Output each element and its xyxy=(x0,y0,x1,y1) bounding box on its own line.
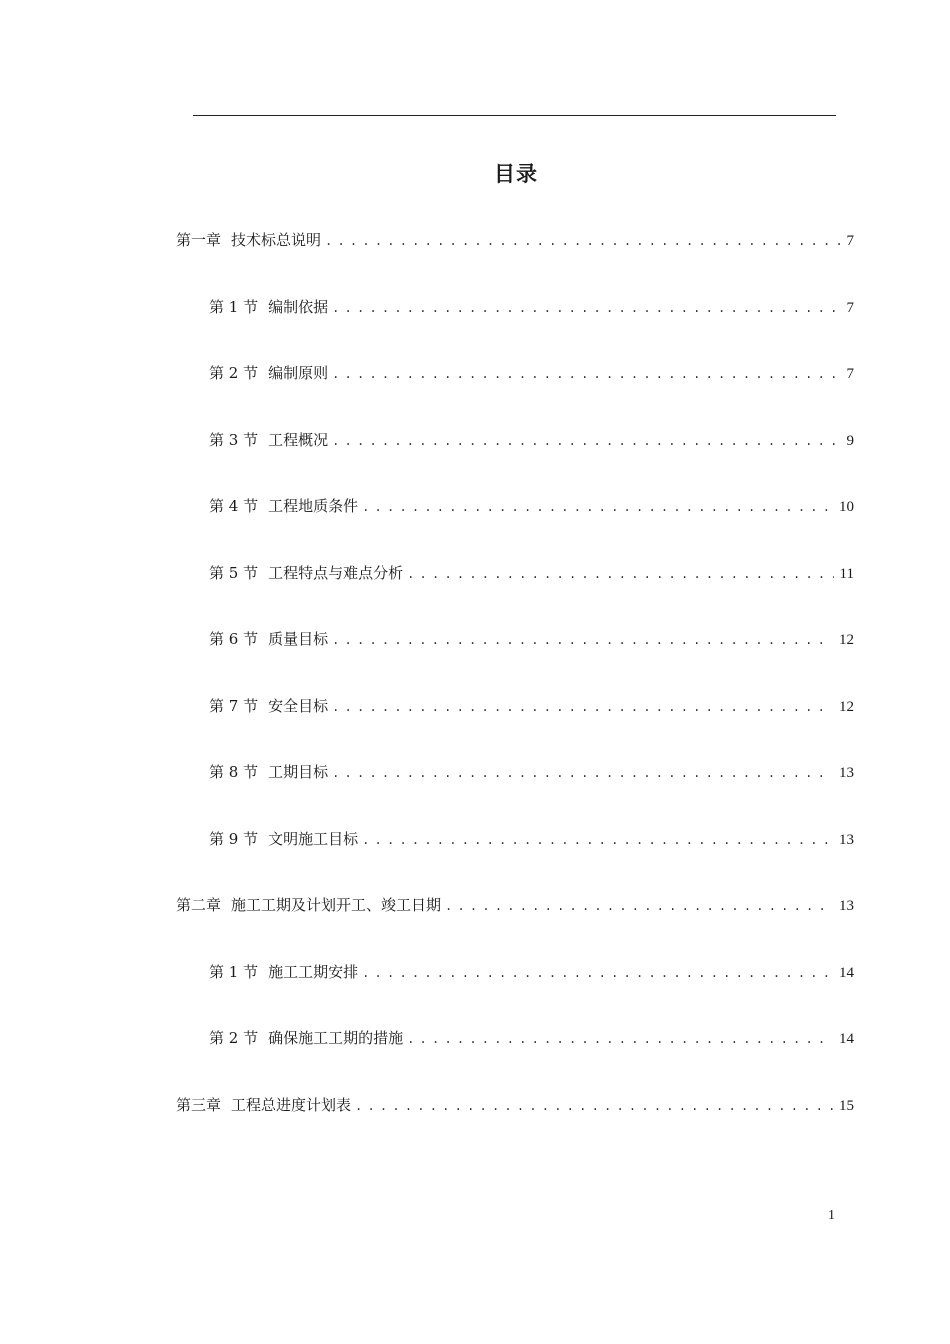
toc-entry-number: 第 2 节 xyxy=(209,364,259,382)
toc-entry-page: 10 xyxy=(839,499,854,515)
toc-entry[interactable] xyxy=(209,563,854,583)
toc-entry[interactable] xyxy=(209,629,854,649)
toc-entry[interactable] xyxy=(209,696,854,716)
toc-entry-number: 第二章 xyxy=(176,896,222,914)
toc-entry-label: 施工工期安排 xyxy=(268,963,359,981)
toc-entry[interactable] xyxy=(209,430,854,450)
toc-entry-page: 14 xyxy=(839,1031,854,1047)
toc-entry-page: 7 xyxy=(846,366,854,382)
toc-entry-number: 第 1 节 xyxy=(209,298,259,316)
toc-dot-leader xyxy=(332,298,840,318)
toc-dot-leader xyxy=(332,697,833,717)
toc-entry-label: 工程概况 xyxy=(268,431,329,449)
toc-entry-label: 技术标总说明 xyxy=(231,231,322,249)
toc-dot-leader xyxy=(445,896,833,916)
toc-entry-number: 第 4 节 xyxy=(209,497,259,515)
toc-entry-page: 13 xyxy=(839,765,854,781)
toc-entry-page: 13 xyxy=(839,832,854,848)
toc-entry-label: 工程总进度计划表 xyxy=(231,1096,352,1114)
toc-entry-number: 第 8 节 xyxy=(209,763,259,781)
toc-entry-page: 12 xyxy=(839,699,854,715)
toc-entry-number: 第一章 xyxy=(176,231,222,249)
toc-entry-number: 第 5 节 xyxy=(209,564,259,582)
toc-entry-label: 质量目标 xyxy=(268,630,329,648)
toc-entry-label: 工程地质条件 xyxy=(268,497,359,515)
page-number: 1 xyxy=(828,1208,835,1223)
toc-entry[interactable] xyxy=(176,1095,854,1115)
toc-entry-page: 9 xyxy=(846,433,854,449)
toc-entry[interactable] xyxy=(209,762,854,782)
toc-entry-label: 安全目标 xyxy=(268,697,329,715)
toc-dot-leader xyxy=(362,830,833,850)
toc-entry-page: 12 xyxy=(839,632,854,648)
toc-entry-label: 编制原则 xyxy=(268,364,329,382)
header-rule xyxy=(193,115,836,116)
toc-entry-number: 第 7 节 xyxy=(209,697,259,715)
toc-dot-leader xyxy=(362,497,833,517)
toc-entry[interactable] xyxy=(209,297,854,317)
toc-dot-leader xyxy=(407,564,833,584)
toc-entry[interactable] xyxy=(209,829,854,849)
toc-entry[interactable] xyxy=(176,895,854,915)
toc-entry-label: 文明施工目标 xyxy=(268,830,359,848)
toc-entry[interactable] xyxy=(209,363,854,383)
toc-dot-leader xyxy=(407,1029,833,1049)
toc-dot-leader xyxy=(362,963,833,983)
toc-entry[interactable] xyxy=(209,496,854,516)
toc-entry-number: 第三章 xyxy=(176,1096,222,1114)
toc-entry-number: 第 1 节 xyxy=(209,963,259,981)
toc-dot-leader xyxy=(355,1096,833,1116)
toc-entry[interactable] xyxy=(209,962,854,982)
toc-entry-page: 14 xyxy=(839,965,854,981)
toc-dot-leader xyxy=(332,763,833,783)
toc-entry[interactable] xyxy=(176,230,854,250)
toc-entry-number: 第 6 节 xyxy=(209,630,259,648)
toc-entry-number: 第 9 节 xyxy=(209,830,259,848)
toc-entry[interactable] xyxy=(209,1028,854,1048)
toc-entry-label: 确保施工工期的措施 xyxy=(268,1029,404,1047)
toc-dot-leader xyxy=(332,364,840,384)
toc-entry-page: 11 xyxy=(839,566,854,582)
toc-title: 目录 xyxy=(494,162,538,186)
toc-entry-page: 7 xyxy=(846,233,854,249)
toc-dot-leader xyxy=(325,231,840,251)
toc-dot-leader xyxy=(332,431,840,451)
toc-entry-label: 工程特点与难点分析 xyxy=(268,564,404,582)
toc-entry-number: 第 3 节 xyxy=(209,431,259,449)
toc-entry-number: 第 2 节 xyxy=(209,1029,259,1047)
toc-entry-label: 编制依据 xyxy=(268,298,329,316)
toc-entry-page: 15 xyxy=(839,1098,854,1114)
toc-dot-leader xyxy=(332,630,833,650)
toc-entry-label: 工期目标 xyxy=(268,763,329,781)
toc-entry-label: 施工工期及计划开工、竣工日期 xyxy=(231,896,442,914)
toc-entry-page: 13 xyxy=(839,898,854,914)
toc-entry-page: 7 xyxy=(846,300,854,316)
